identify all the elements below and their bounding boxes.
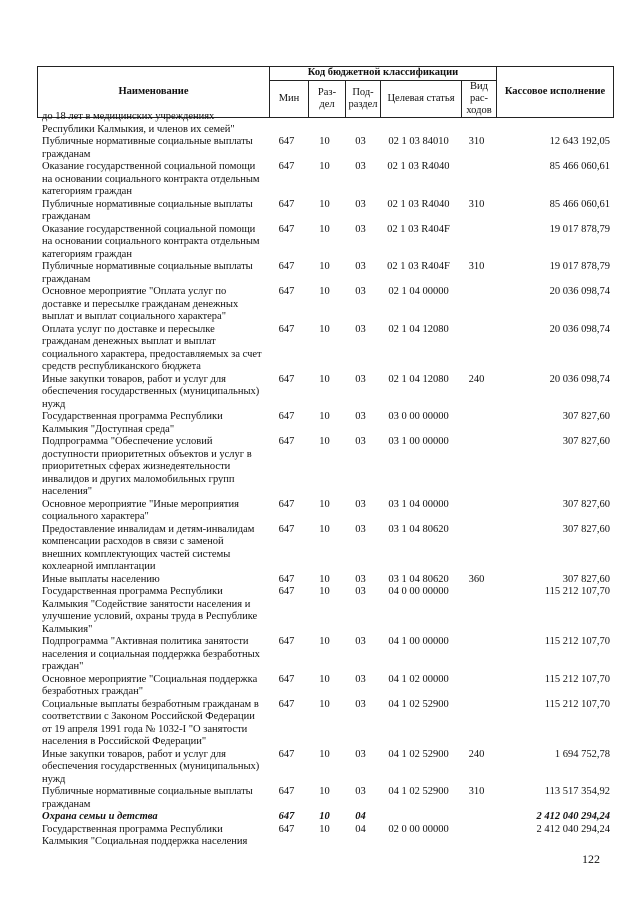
- row-section: 10: [319, 136, 330, 147]
- row-subsection: 03: [355, 161, 366, 172]
- row-name: Публичные нормативные социальные выплаты гражданам: [42, 198, 253, 222]
- row-min: [267, 111, 306, 136]
- row-subsection: 03: [355, 136, 366, 147]
- row-amount: 1 694 752,78: [554, 748, 610, 760]
- row-name: Государственная программа Республики Калмыкия "Доступная среда": [42, 411, 223, 435]
- row-expense: [459, 286, 494, 324]
- row-amount: 19 017 878,79: [549, 223, 610, 235]
- row-name: Предоставление инвалидам и детям-инвалидам компенсации расходов в связи с заменой внешних комплектующих частей системы кохлеарной имплантации: [42, 523, 255, 572]
- row-expense: [459, 111, 494, 136]
- row-min: 647: [278, 498, 295, 510]
- row-section: 10: [319, 436, 330, 447]
- row-expense: 240: [468, 748, 485, 760]
- row-amount: 115 212 107,70: [544, 586, 610, 597]
- row-min: 647: [278, 636, 295, 647]
- row-amount: 115 212 107,70: [544, 698, 610, 710]
- row-amount: 85 466 060,61: [549, 161, 610, 172]
- header-expense: Вид рас-ходов: [462, 81, 497, 118]
- table-row: [42, 574, 612, 587]
- row-name: Социальные выплаты безработным гражданам в соответствии с Законом Российской Федерации от 19 апреля 1991 года № 1032-I "О занятости населения в Российской Федерации": [42, 698, 259, 747]
- row-article: 04 0 00 00000: [388, 586, 449, 597]
- row-section: 10: [319, 161, 330, 172]
- header-min: Мин: [270, 81, 309, 118]
- table-row: [42, 286, 612, 324]
- row-section: 10: [319, 223, 330, 235]
- row-article: 04 1 02 52900: [388, 698, 449, 710]
- row-expense: [459, 324, 494, 374]
- row-expense: [459, 699, 494, 749]
- row-section: 10: [319, 286, 330, 297]
- row-name: Публичные нормативные социальные выплаты гражданам: [42, 136, 253, 160]
- row-amount: 307 827,60: [562, 523, 610, 535]
- row-name: Иные закупки товаров, работ и услуг для обеспечения государственных (муниципальных) нужд: [42, 373, 260, 410]
- row-amount: 307 827,60: [562, 498, 610, 510]
- table-row: [42, 261, 612, 286]
- row-expense: [459, 674, 494, 699]
- row-amount: 19 017 878,79: [549, 261, 610, 272]
- row-name: Охрана семьи и детства: [42, 811, 158, 822]
- row-subsection: 03: [355, 523, 366, 535]
- row-min: 647: [278, 161, 295, 172]
- row-section: 10: [319, 261, 330, 272]
- row-section: 10: [319, 636, 330, 647]
- row-min: 647: [278, 586, 295, 597]
- row-amount: 115 212 107,70: [544, 636, 610, 647]
- row-min: 647: [278, 436, 295, 447]
- row-article: 02 0 00 00000: [388, 823, 449, 835]
- row-article: 03 0 00 00000: [388, 411, 449, 422]
- row-min: 647: [278, 411, 295, 422]
- row-section: 10: [319, 373, 330, 385]
- row-name: Публичные нормативные социальные выплаты гражданам: [42, 261, 253, 285]
- row-article: 04 1 02 52900: [388, 786, 449, 797]
- row-min: 647: [278, 261, 295, 272]
- row-subsection: 03: [355, 586, 366, 597]
- table-row: [42, 699, 612, 749]
- header-subsection: Под-раздел: [346, 81, 381, 118]
- row-min: 647: [278, 198, 295, 210]
- row-min: 647: [278, 373, 295, 385]
- row-min: 647: [278, 523, 295, 535]
- row-subsection: 03: [355, 323, 366, 335]
- row-section: 10: [319, 673, 330, 685]
- row-name: Государственная программа Республики Калмыкия "Содействие занятости населения и улучшение условий, охраны труда в Республике Калмыкия": [42, 586, 258, 635]
- row-article: 03 1 04 80620: [388, 573, 449, 585]
- row-expense: 310: [468, 261, 485, 272]
- table-row: [42, 324, 612, 374]
- table-row: [42, 111, 612, 136]
- row-expense: [459, 586, 494, 636]
- row-min: 647: [278, 223, 295, 235]
- row-name: Основное мероприятие "Иные мероприятия социального характера": [42, 498, 239, 522]
- table-body: [42, 111, 612, 849]
- row-subsection: 03: [355, 636, 366, 647]
- row-subsection: 03: [355, 786, 366, 797]
- row-article: 02 1 04 12080: [388, 323, 449, 335]
- row-name: Основное мероприятие "Социальная поддержка безработных граждан": [42, 673, 258, 697]
- row-section: 10: [319, 498, 330, 510]
- row-subsection: 04: [355, 811, 366, 822]
- table-row: [42, 224, 612, 262]
- row-subsection: 03: [355, 223, 366, 235]
- row-expense: [459, 524, 494, 574]
- row-article: 04 1 00 00000: [388, 636, 449, 647]
- row-subsection: 03: [355, 573, 366, 585]
- row-amount: 20 036 098,74: [549, 323, 610, 335]
- table-row: [42, 161, 612, 199]
- row-article: [378, 111, 459, 136]
- row-amount: 20 036 098,74: [549, 286, 610, 297]
- row-section: 10: [319, 198, 330, 210]
- row-section: 10: [319, 823, 330, 835]
- row-article: 04 1 02 52900: [388, 748, 449, 760]
- row-min: 647: [278, 786, 295, 797]
- table-row: [42, 499, 612, 524]
- table-row: [42, 524, 612, 574]
- row-min: 647: [278, 823, 295, 835]
- row-expense: [459, 811, 494, 824]
- row-min: 647: [278, 286, 295, 297]
- row-min: 647: [278, 748, 295, 760]
- row-expense: 240: [468, 373, 485, 385]
- row-section: [306, 111, 343, 136]
- row-subsection: 03: [355, 436, 366, 447]
- table-row: [42, 811, 612, 824]
- row-amount: 85 466 060,61: [549, 198, 610, 210]
- row-subsection: 03: [355, 673, 366, 685]
- page-number: 122: [582, 852, 600, 866]
- row-article: 04 1 02 00000: [388, 673, 449, 685]
- row-name: Иные выплаты населению: [42, 573, 160, 585]
- row-expense: 360: [468, 573, 485, 585]
- row-article: 02 1 03 R4040: [387, 198, 450, 210]
- table-row: [42, 786, 612, 811]
- table-row: [42, 199, 612, 224]
- row-amount: 307 827,60: [562, 411, 610, 422]
- row-name: Государственная программа Республики Калмыкия "Социальная поддержка населения: [42, 823, 248, 847]
- header-article: Целевая статья: [381, 81, 462, 118]
- row-subsection: 03: [355, 198, 366, 210]
- row-subsection: 03: [355, 498, 366, 510]
- row-amount: 307 827,60: [562, 573, 610, 585]
- row-min: 647: [278, 323, 295, 335]
- row-expense: [459, 224, 494, 262]
- row-subsection: [343, 111, 378, 136]
- table-row: [42, 749, 612, 787]
- row-section: 10: [319, 698, 330, 710]
- table-row: [42, 436, 612, 499]
- row-subsection: 03: [355, 698, 366, 710]
- header-amount: Кассовое исполнение: [497, 67, 614, 118]
- row-article: 02 1 03 R404F: [387, 223, 450, 235]
- row-amount: 20 036 098,74: [549, 373, 610, 385]
- row-amount: 307 827,60: [562, 436, 610, 447]
- table-row: [42, 586, 612, 636]
- row-amount: 2 412 040 294,24: [536, 811, 610, 822]
- row-article: [378, 811, 459, 824]
- row-expense: [459, 499, 494, 524]
- row-name: Иные закупки товаров, работ и услуг для обеспечения государственных (муниципальных) нужд: [42, 748, 260, 785]
- row-article: 03 1 04 00000: [388, 498, 449, 510]
- row-amount: 115 212 107,70: [544, 673, 610, 685]
- row-expense: 310: [468, 198, 485, 210]
- row-article: 02 1 04 12080: [388, 373, 449, 385]
- row-article: 03 1 04 80620: [388, 523, 449, 535]
- table-row: [42, 674, 612, 699]
- row-article: 03 1 00 00000: [388, 436, 449, 447]
- row-name: Подпрограмма "Обеспечение условий доступности приоритетных объектов и услуг в приоритетных сферах жизнедеятельности инвалидов и других маломобильных групп населения": [42, 436, 252, 497]
- row-amount: 113 517 354,92: [544, 786, 610, 797]
- row-amount: 12 643 192,05: [549, 136, 610, 147]
- row-subsection: 03: [355, 748, 366, 760]
- table-row: [42, 136, 612, 161]
- row-section: 10: [319, 523, 330, 535]
- table-row: [42, 824, 612, 849]
- row-article: 02 1 04 00000: [388, 286, 449, 297]
- row-subsection: 03: [355, 261, 366, 272]
- row-section: 10: [319, 573, 330, 585]
- row-expense: [459, 436, 494, 499]
- row-article: 02 1 03 R4040: [387, 161, 450, 172]
- row-name: Оплата услуг по доставке и пересылке гражданам денежных выплат и выплат социального характера, предоставляемых за счет средств республиканского бюджета: [42, 323, 262, 372]
- row-section: 10: [319, 786, 330, 797]
- row-expense: 310: [468, 786, 485, 797]
- table-row: [42, 374, 612, 412]
- row-section: 10: [319, 411, 330, 422]
- row-article: 02 1 03 84010: [388, 136, 449, 147]
- row-name: Основное мероприятие "Оплата услуг по доставке и пересылке гражданам денежных выплат и выплат социального характера": [42, 286, 239, 322]
- table-row: [42, 636, 612, 674]
- row-subsection: 03: [355, 373, 366, 385]
- row-expense: 310: [468, 136, 485, 147]
- row-section: 10: [319, 748, 330, 760]
- row-min: 647: [278, 811, 295, 822]
- header-name: Наименование: [38, 67, 270, 118]
- row-name: Подпрограмма "Активная политика занятости населения и социальная поддержка безработных граждан": [42, 636, 260, 672]
- header-bk-group: Код бюджетной классификации: [270, 67, 497, 81]
- row-expense: [459, 636, 494, 674]
- row-name: до 18 лет в медицинских учреждениях Республики Калмыкия, и членов их семей": [42, 111, 235, 135]
- row-article: 02 1 03 R404F: [387, 261, 450, 272]
- row-amount: 2 412 040 294,24: [536, 823, 610, 835]
- table-row: [42, 411, 612, 436]
- row-expense: [459, 411, 494, 436]
- row-section: 10: [319, 811, 330, 822]
- row-expense: [459, 824, 494, 849]
- header-section: Раз-дел: [309, 81, 346, 118]
- row-expense: [459, 161, 494, 199]
- row-section: 10: [319, 323, 330, 335]
- row-name: Публичные нормативные социальные выплаты гражданам: [42, 786, 253, 810]
- row-subsection: 04: [355, 823, 366, 835]
- row-min: 647: [278, 673, 295, 685]
- row-name: Оказание государственной социальной помощи на основании социального контракта отдельным категориям граждан: [42, 223, 260, 260]
- row-min: 647: [278, 698, 295, 710]
- row-section: 10: [319, 586, 330, 597]
- row-subsection: 03: [355, 286, 366, 297]
- row-subsection: 03: [355, 411, 366, 422]
- row-min: 647: [278, 573, 295, 585]
- row-min: 647: [278, 136, 295, 147]
- row-name: Оказание государственной социальной помощи на основании социального контракта отдельным категориям граждан: [42, 161, 260, 197]
- row-amount: [494, 111, 612, 136]
